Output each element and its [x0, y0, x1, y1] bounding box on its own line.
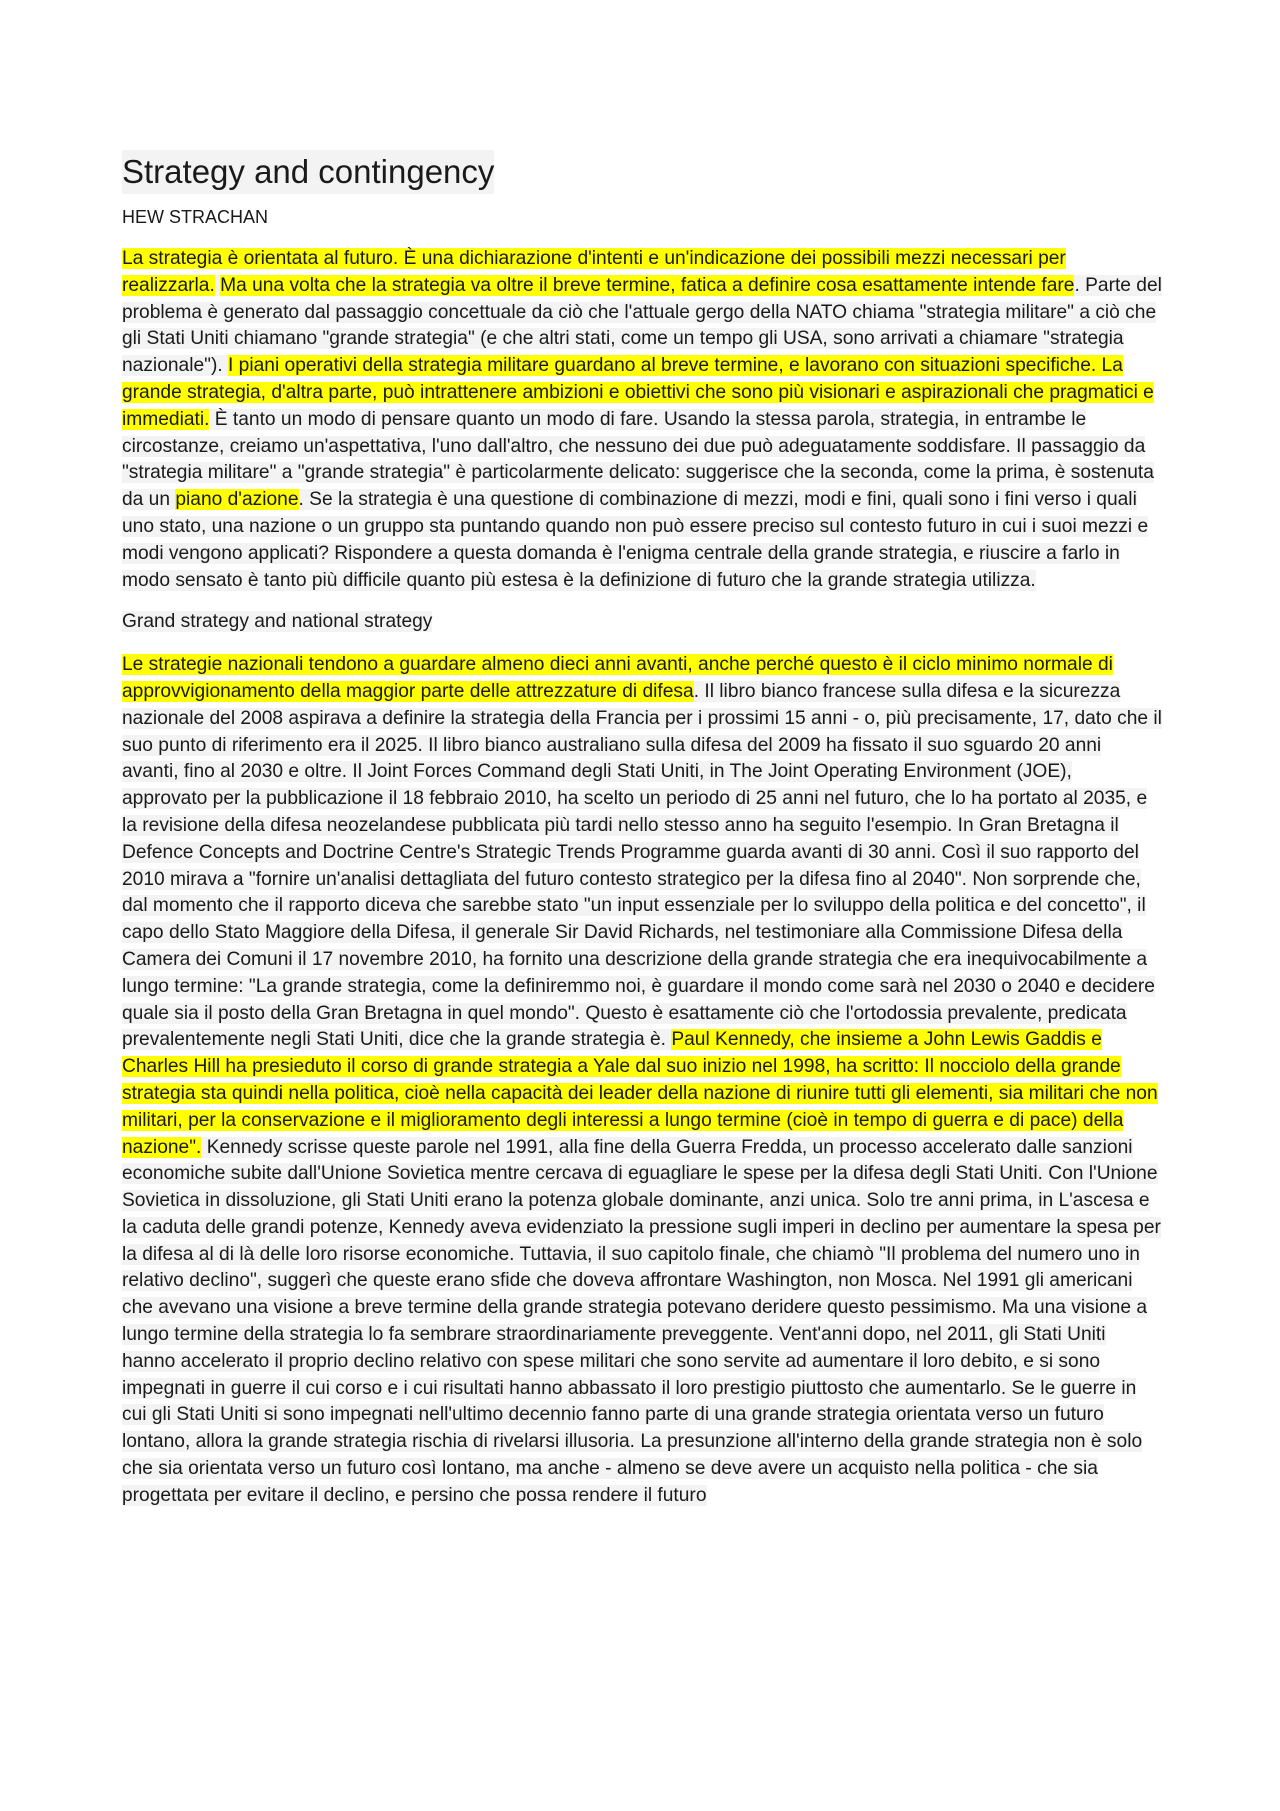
paragraph-national-strategy — [122, 652, 1162, 1510]
highlighted-text: I piani operativi della strategia militare guardano al breve termine, e lavorano con situazioni specifiche. La grande strategia, d'altra parte, può intrattenere ambizioni e obiettivi che sono più visionari e aspirazionali che pragmatici e immediati. — [122, 355, 1154, 430]
highlighted-text: La strategia è orientata al futuro. È una dichiarazione d'intenti e un'indicazione dei possibili mezzi necessari per realizzarla. — [122, 248, 1066, 296]
body-text: . Il libro bianco francese sulla difesa e la sicurezza nazionale del 2008 aspirava a definire la strategia della Francia per i prossimi 15 anni - o, più precisamente, 17, dato che il suo punto di riferimento era il 2025. Il libro bianco australiano sulla difesa del 2009 ha fissato il suo sguardo 20 anni avanti, fino al 2030 e oltre. Il Joint Forces Command degli Stati Uniti, in The Joint Operating Environment (JOE), approvato per la pubblicazione il 18 febbraio 2010, ha scelto un periodo di 25 anni nel futuro, che lo ha portato al 2035, e la revisione della difesa neozelandese pubblicata più tardi nello stesso anno ha seguito l'esempio. In Gran Bretagna il Defence Concepts and Doctrine Centre's Strategic Trends Programme guarda avanti di 30 anni. Così il suo rapporto del 2010 mirava a "fornire un'analisi dettagliata del futuro contesto strategico per la difesa fino al 2040". Non sorprende che, dal momento che il rapporto diceva che sarebbe stato "un input essenziale per lo sviluppo della politica e del concetto", il capo dello Stato Maggiore della Difesa, il generale Sir David Richards, nel testimoniare alla Commissione Difesa della Camera dei Comuni il 17 novembre 2010, ha fornito una descrizione della grande strategia che era inequivocabilmente a lungo termine: "La grande strategia, come la definiremmo noi, è guardare il mondo come sarà nel 2030 o 2040 e decidere quale sia il posto della Gran Bretagna in quel mondo". Questo è esattamente ciò che l'ortodossia prevalente, predicata prevalentemente negli Stati Uniti, dice che la grande strategia è. — [122, 680, 1162, 1051]
section-heading — [122, 609, 1162, 636]
body-text: . Parte del problema è generato dal passaggio concettuale da ciò che l'attuale gergo della NATO chiama "strategia militare" a ciò che gli Stati Uniti chiamano "grande strategia" (e che altri stati, come un tempo gli USA, sono arrivati a chiamare "strategia nazionale"). — [122, 274, 1162, 377]
document-title: Strategy and contingency — [122, 150, 494, 194]
document-body — [122, 150, 1162, 1510]
body-text: . Se la strategia è una questione di combinazione di mezzi, modi e fini, quali sono i fini verso i quali uno stato, una nazione o un gruppo sta puntando quando non può essere preciso sul contesto futuro in cui i suoi mezzi e modi vengono applicati? Rispondere a questa domanda è l'enigma centrale della grande strategia, e riuscire a farlo in modo sensato è tanto più difficile quanto più estesa è la definizione di futuro che la grande strategia utilizza. — [122, 489, 1149, 591]
highlighted-text: Paul Kennedy, che insieme a John Lewis Gaddis e Charles Hill ha presieduto il corso di grande strategia a Yale dal suo inizio nel 1998, ha scritto: Il nocciolo della grande strategia sta quindi nella politica, cioè nella capacità dei leader della nazione di riunire tutti gli elementi, sia militari che non militari, per la conservazione e il miglioramento degli interessi a lungo termine (cioè in tempo di guerra e di pace) della nazione". — [122, 1029, 1158, 1158]
paragraph-intro — [122, 246, 1162, 594]
body-text: È tanto un modo di pensare quanto un modo di fare. Usando la stessa parola, strategia, in entrambe le circostanze, creiamo un'aspettativa, l'uno dall'altro, che nessuno dei due può adeguatamente soddisfare. Il passaggio da "strategia militare" a "grande strategia" è particolarmente delicato: suggerisce che la seconda, come la prima, è sostenuta da un — [122, 408, 1154, 511]
highlighted-text: piano d'azione — [175, 489, 299, 511]
body-text: Kennedy scrisse queste parole nel 1991, alla fine della Guerra Fredda, un processo accelerato dalle sanzioni economiche subite dall'Unione Sovietica mentre cercava di eguagliare le spese per la difesa degli Stati Uniti. Con l'Unione Sovietica in dissoluzione, gli Stati Uniti erano la potenza globale dominante, anzi unica. Solo tre anni prima, in L'ascesa e la caduta delle grandi potenze, Kennedy aveva evidenziato la pressione sugli imperi in declino per aumentare la spesa per la difesa al di là delle loro risorse economiche. Tuttavia, il suo capitolo finale, che chiamò "Il problema del numero uno in relativo declino", suggerì che queste erano sfide che doveva affrontare Washington, non Mosca. Nel 1991 gli americani che avevano una visione a breve termine della grande strategia potevano deridere questo pessimismo. Ma una visione a lungo termine della strategia lo fa sembrare straordinariamente preveggente. Vent'anni dopo, nel 2011, gli Stati Uniti hanno accelerato il proprio declino relativo con spese militari che sono servite ad aumentare il loro debito, e si sono impegnati in guerre il cui corso e i cui risultati hanno abbassato il loro prestigio piuttosto che aumentarlo. Se le guerre in cui gli Stati Uniti si sono impegnati nell'ultimo decennio fanno parte di una grande strategia orientata verso un futuro lontano, allora la grande strategia rischia di rivelarsi illusoria. La presunzione all'interno della grande strategia non è solo che sia orientata verso un futuro così lontano, ma anche - almeno se deve avere un acquisto nella politica - che sia progettata per evitare il declino, e persino che possa rendere il futuro — [122, 1136, 1161, 1506]
section-heading-text: Grand strategy and national strategy — [122, 611, 433, 633]
highlighted-text: Le strategie nazionali tendono a guardare almeno dieci anni avanti, anche perché questo è il ciclo minimo normale di approvvigionamento della maggior parte delle attrezzature di difesa — [122, 654, 1113, 702]
highlighted-text: Ma una volta che la strategia va oltre il breve termine, fatica a definire cosa esattamente intende fare — [220, 274, 1075, 296]
document-author: HEW STRACHAN — [122, 207, 269, 227]
